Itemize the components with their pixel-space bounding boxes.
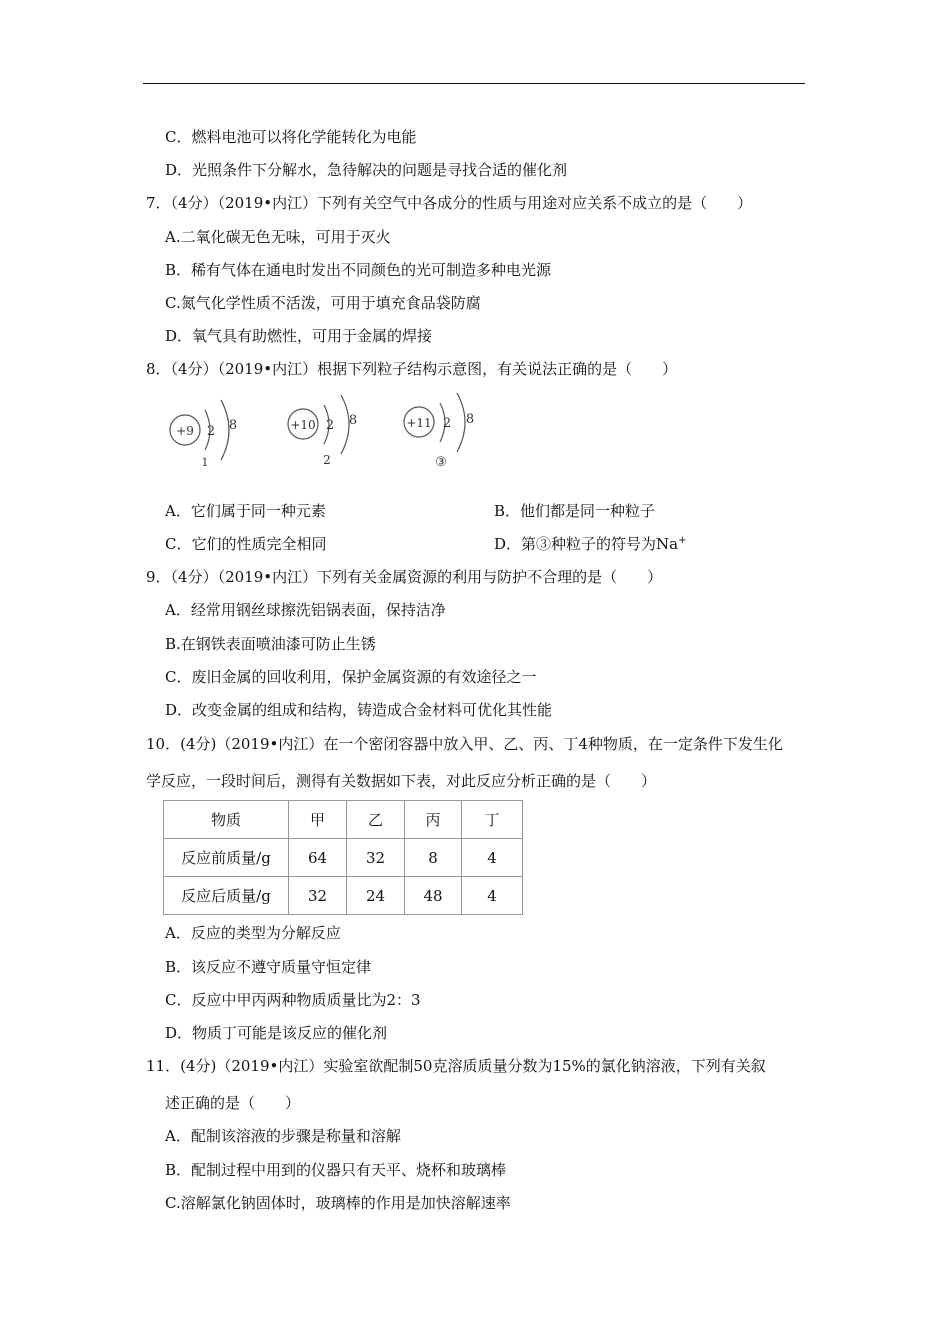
table-cell: 64 (289, 839, 347, 877)
particle-1-nucleus: +9 (176, 424, 194, 438)
particle-3-shell1: 2 (442, 416, 452, 431)
table-header-cell: 甲 (289, 801, 347, 839)
q11-option-a: A．配制该溶液的步骤是称量和溶解 (165, 1127, 401, 1145)
table-cell: 4 (462, 839, 523, 877)
particle-1-shell1: 2 (206, 424, 216, 439)
table-cell: 48 (405, 877, 462, 915)
q7-option-c: C.氮气化学性质不活泼，可用于填充食品袋防腐 (165, 294, 481, 312)
table-cell: 32 (347, 839, 405, 877)
q9-option-a: A．经常用钢丝球擦洗铝锅表面，保持洁净 (165, 601, 446, 619)
table-cell: 反应后质量/g (164, 877, 289, 915)
particle-2-shell2: 8 (348, 413, 358, 428)
particle-1-shell2: 8 (228, 418, 238, 433)
q8-option-a: A．它们属于同一种元素 (165, 502, 326, 520)
q9-option-b: B.在钢铁表面喷油漆可防止生锈 (165, 635, 376, 653)
table-row (164, 877, 523, 915)
q11-stem-line2: 述正确的是（ ） (165, 1094, 301, 1112)
particle-1-label: 1 (201, 456, 209, 469)
particle-3-label: ③ (435, 455, 447, 470)
q9-stem: 9．（4分）（2019•内江）下列有关金属资源的利用与防护不合理的是（ ） (146, 568, 663, 586)
q7-option-b: B．稀有气体在通电时发出不同颜色的光可制造多种电光源 (165, 261, 552, 279)
q6-option-d: D．光照条件下分解水，急待解决的问题是寻找合适的催化剂 (165, 161, 568, 179)
header-rule (143, 83, 805, 84)
table-header-row (164, 801, 523, 839)
table-header-cell: 乙 (347, 801, 405, 839)
table-row (164, 839, 523, 877)
q10-option-c: C．反应中甲丙两种物质质量比为2：3 (165, 991, 421, 1009)
table-cell: 32 (289, 877, 347, 915)
q8-stem: 8．（4分）（2019•内江）根据下列粒子结构示意图，有关说法正确的是（ ） (146, 360, 678, 378)
q10-option-d: D．物质丁可能是该反应的催化剂 (165, 1024, 388, 1042)
q10-stem-line1: 10．(4分)（2019•内江）在一个密闭容器中放入甲、乙、丙、丁4种物质，在一定条件下发生化 (146, 735, 783, 753)
q7-option-a: A.二氧化碳无色无味，可用于灭火 (165, 228, 391, 246)
q11-option-b: B．配制过程中用到的仪器只有天平、烧杯和玻璃棒 (165, 1161, 507, 1179)
q10-option-a: A．反应的类型为分解反应 (165, 924, 341, 942)
q6-option-c: C．燃料电池可以将化学能转化为电能 (165, 128, 417, 146)
table-cell: 4 (462, 877, 523, 915)
table-header-cell: 物质 (164, 801, 289, 839)
q9-option-d: D．改变金属的组成和结构，铸造成合金材料可优化其性能 (165, 701, 553, 719)
table-cell: 24 (347, 877, 405, 915)
q11-option-c: C.溶解氯化钠固体时，玻璃棒的作用是加快溶解速率 (165, 1194, 511, 1212)
q8-option-d-text: D．第③种粒子的符号为Na (494, 535, 679, 553)
table-header-cell: 丁 (462, 801, 523, 839)
particle-2-nucleus: +10 (290, 418, 316, 432)
particle-1 (170, 400, 237, 469)
q8-option-c: C．它们的性质完全相同 (165, 535, 327, 553)
q8-option-b: B．他们都是同一种粒子 (494, 502, 656, 520)
mass-data-table (163, 800, 523, 915)
q11-stem-line1: 11．(4分)（2019•内江）实验室欲配制50克溶质质量分数为15%的氯化钠溶液，下列有关叙 (146, 1057, 766, 1075)
particle-3-nucleus: +11 (406, 416, 432, 430)
table-cell: 反应前质量/g (164, 839, 289, 877)
particle-2-label: 2 (323, 453, 331, 467)
particle-2 (288, 395, 357, 467)
particle-structure-diagram (165, 392, 495, 472)
q7-stem: 7．（4分）（2019•内江）下列有关空气中各成分的性质与用途对应关系不成立的是（ ） (146, 194, 753, 212)
q9-option-c: C．废旧金属的回收利用，保护金属资源的有效途径之一 (165, 668, 537, 686)
q7-option-d: D．氧气具有助燃性，可用于金属的焊接 (165, 327, 433, 345)
particle-3 (404, 393, 474, 470)
q8-option-d-charge: + (678, 535, 687, 546)
q10-stem-line2: 学反应，一段时间后，测得有关数据如下表，对此反应分析正确的是（ ） (146, 772, 657, 790)
q10-option-b: B．该反应不遵守质量守恒定律 (165, 958, 372, 976)
table-cell: 8 (405, 839, 462, 877)
particle-3-shell2: 8 (465, 412, 475, 427)
particle-2-shell1: 2 (325, 418, 335, 433)
q8-option-d (494, 534, 687, 554)
table-header-cell: 丙 (405, 801, 462, 839)
